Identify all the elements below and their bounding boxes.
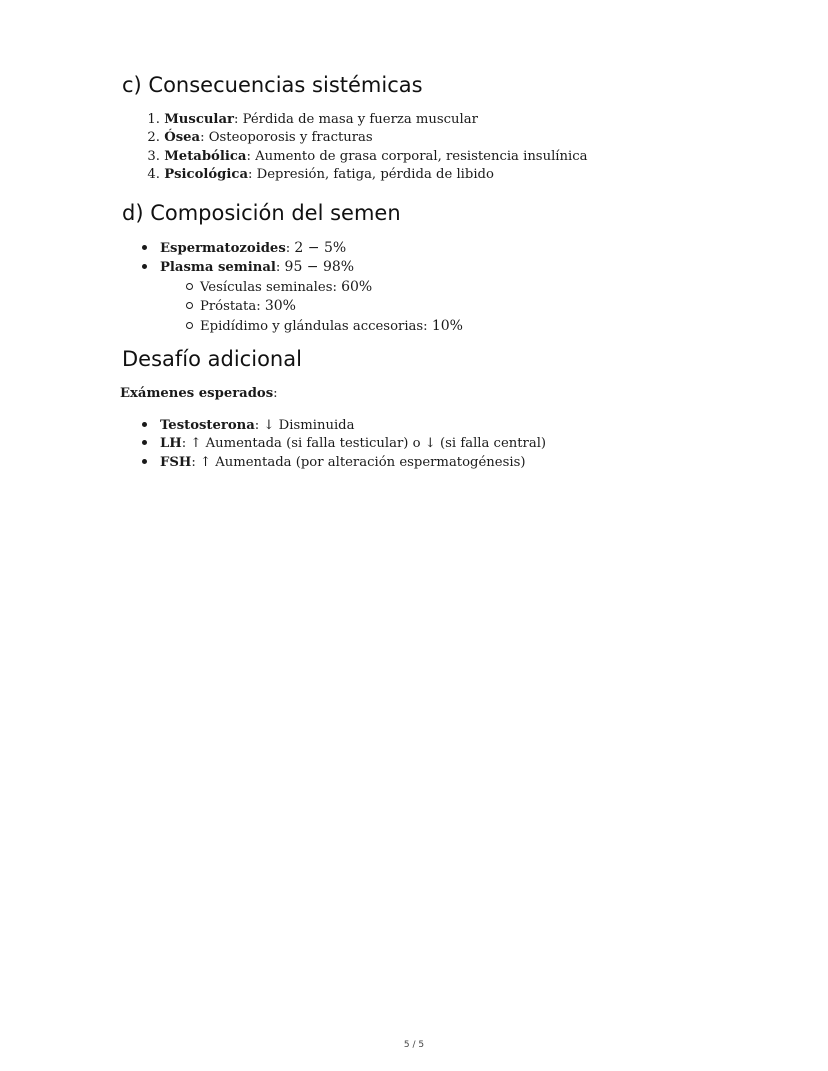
bullet-icon — [122, 417, 160, 435]
item-text: : ↑ Aumentada (por alteración espermatogénesis) — [191, 454, 526, 470]
item-term: Metabólica — [164, 148, 247, 164]
item-value: 2 − 5% — [294, 240, 347, 256]
list-item: Espermatozoides: 2 − 5% — [122, 239, 463, 258]
item-term: Espermatozoides — [160, 241, 286, 256]
section-d-title: d) Composición del semen — [122, 201, 401, 225]
list-item — [122, 111, 587, 129]
bullet-icon — [122, 435, 160, 453]
challenge-title: Desafío adicional — [122, 347, 302, 371]
item-text: Epidídimo y glándulas accesorias: — [200, 318, 432, 334]
list-item — [122, 454, 546, 472]
item-value: 10% — [431, 317, 463, 334]
list-item — [122, 417, 546, 435]
sub-list-item — [122, 278, 463, 297]
item-value: 95 − 98% — [284, 259, 355, 276]
item-text: : Aumento de grasa corporal, resistencia insulínica — [246, 148, 588, 164]
circle-bullet-icon — [162, 298, 200, 316]
section-c-list — [122, 111, 587, 185]
section-c-title: c) Consecuencias sistémicas — [122, 73, 423, 97]
item-term: Testosterona — [160, 418, 255, 433]
list-item: Plasma seminal: 95 − 98% — [122, 258, 463, 277]
item-number: 1. — [147, 112, 160, 127]
list-item — [122, 166, 587, 184]
challenge-list — [122, 417, 546, 472]
bullet-icon — [122, 454, 160, 472]
list-item — [122, 129, 587, 147]
item-number: 3. — [147, 148, 160, 164]
item-text: : ↓ Disminuida — [254, 418, 355, 433]
item-term: Muscular — [164, 112, 234, 127]
item-term: Plasma seminal — [160, 260, 276, 276]
intro-term: Exámenes esperados — [120, 386, 274, 401]
bullet-icon — [122, 259, 160, 277]
list-item — [122, 148, 587, 166]
item-term: FSH — [160, 454, 192, 470]
item-term: Ósea — [164, 130, 201, 146]
item-text: : Osteoporosis y fracturas — [200, 130, 373, 146]
sub-list-item — [122, 317, 463, 336]
sub-list-item — [122, 297, 463, 316]
item-term: LH — [160, 436, 182, 452]
challenge-intro: Exámenes esperados: — [120, 386, 278, 401]
item-text: Vesículas seminales: — [200, 279, 342, 295]
item-text: : Pérdida de masa y fuerza muscular — [233, 112, 478, 127]
item-value: 30% — [264, 298, 296, 315]
item-text: : Depresión, fatiga, pérdida de libido — [248, 167, 494, 183]
item-term: Psicológica — [164, 167, 248, 183]
bullet-icon — [122, 240, 160, 258]
item-text: : ↑ Aumentada (si falla testicular) o ↓ (si falla central) — [181, 436, 547, 452]
page-number: 5 / 5 — [403, 1040, 425, 1050]
item-number: 2. — [147, 130, 160, 146]
list-item — [122, 435, 546, 453]
circle-bullet-icon — [162, 279, 200, 297]
circle-bullet-icon — [162, 318, 200, 336]
item-value: 60% — [341, 278, 373, 295]
section-d-list — [122, 239, 463, 336]
item-text: Próstata: — [200, 299, 265, 315]
item-number: 4. — [147, 167, 160, 183]
